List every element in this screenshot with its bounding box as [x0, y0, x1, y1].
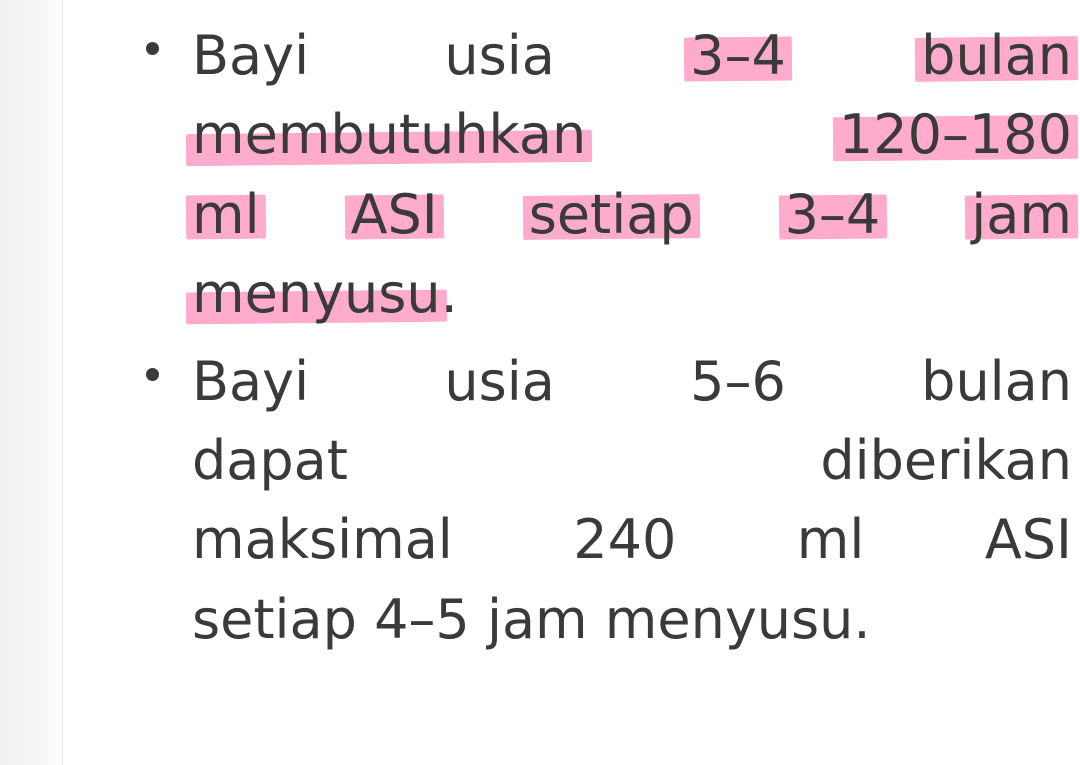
- paragraph-text: [192, 16, 1072, 334]
- word: diberikan: [820, 428, 1072, 492]
- text-line: [192, 95, 1072, 174]
- highlighted-word: 3–4: [785, 175, 881, 254]
- list-item: [132, 16, 1072, 334]
- highlighted-word: setiap: [529, 175, 694, 254]
- word: usia: [444, 24, 555, 87]
- word: Bayi: [192, 24, 310, 87]
- bullet-dot-icon: [146, 368, 159, 381]
- highlighted-word: menyusu: [192, 254, 441, 333]
- paragraph-text: [192, 342, 1072, 660]
- word: Bayi: [192, 349, 310, 413]
- word: maksimal: [192, 508, 453, 572]
- highlighted-word: bulan: [921, 16, 1072, 95]
- word: 240: [573, 508, 677, 572]
- word: ml: [796, 508, 865, 572]
- text-line: [192, 500, 1072, 579]
- bullet-list: [132, 16, 1072, 667]
- highlighted-word: membutuhkan: [192, 95, 586, 174]
- word: setiap 4–5 jam menyusu.: [192, 587, 871, 651]
- text-line: [192, 16, 1072, 95]
- list-item: [132, 342, 1072, 660]
- word: 5–6: [690, 349, 786, 413]
- document-content: [62, 0, 1080, 765]
- word: ASI: [984, 508, 1072, 572]
- page-left-edge: [0, 0, 63, 765]
- word: bulan: [921, 349, 1072, 413]
- text-line: [192, 254, 1072, 333]
- text-line: [192, 421, 1072, 500]
- highlighted-word: jam: [971, 175, 1072, 254]
- highlighted-word: 3–4: [690, 16, 786, 95]
- highlighted-word: 120–180: [839, 95, 1072, 174]
- bullet-dot-icon: [146, 42, 159, 55]
- text-line: [192, 175, 1072, 254]
- text-line: [192, 342, 1072, 421]
- text-line: [192, 580, 1072, 659]
- highlighted-word: ml: [192, 175, 260, 254]
- highlighted-word: ASI: [351, 175, 438, 254]
- word: usia: [444, 349, 555, 413]
- word: .: [440, 262, 458, 326]
- word: dapat: [192, 428, 348, 492]
